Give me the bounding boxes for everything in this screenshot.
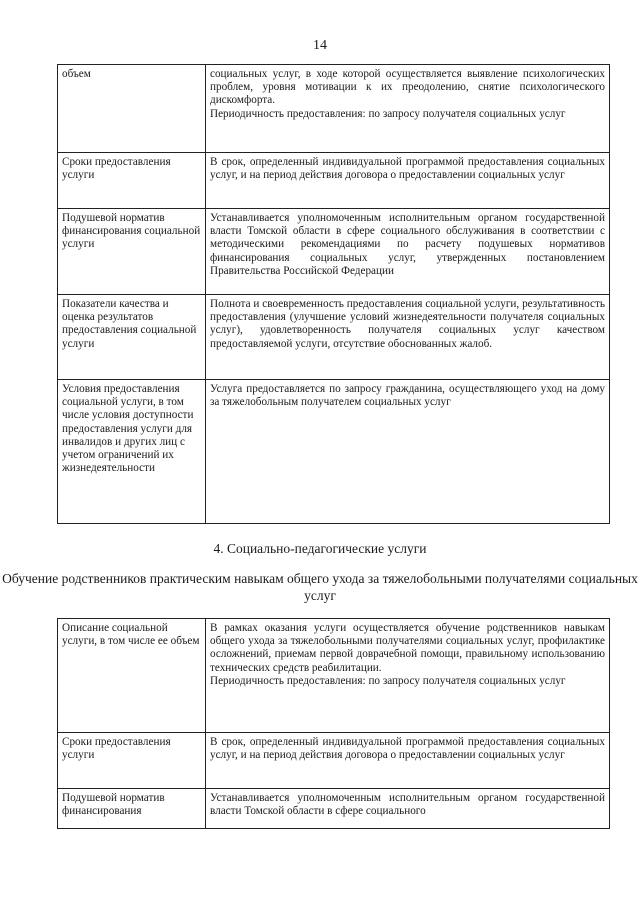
- service-title: Обучение родственников практическим навыкам общего ухода за тяжелобольными получателями социальных услуг: [2, 571, 638, 603]
- table-row: [58, 153, 610, 209]
- table-row: [58, 619, 610, 733]
- row-label: Подушевой норматив финансирования социальной услуги: [58, 209, 206, 295]
- table-row: [58, 209, 610, 295]
- row-value: [206, 65, 610, 153]
- row-value: Устанавливается уполномоченным исполнительным органом государственной власти Томской области в сфере социального обслуживания в соответствии с методическими рекомендациями по расчету подушевых нормативов финансирования социальных услуг, утвержденных постановлением Правительства Российской Федерации: [206, 209, 610, 295]
- table-row: [58, 380, 610, 524]
- row-value: [206, 619, 610, 733]
- row-label: Описание социальной услуги, в том числе ее объем: [58, 619, 206, 733]
- row-periodicity: Периодичность предоставления: по запросу получателя социальных услуг: [210, 107, 566, 120]
- row-label: Показатели качества и оценка результатов предоставления социальной услуги: [58, 295, 206, 380]
- row-value: Устанавливается уполномоченным исполнительным органом государственной власти Томской области в сфере социального: [206, 789, 610, 829]
- row-periodicity: Периодичность предоставления: по запросу получателя социальных услуг: [210, 674, 566, 687]
- row-value: В срок, определенный индивидуальной программой предоставления социальных услуг, и на период действия договора о предоставлении социальных услуг: [206, 153, 610, 209]
- row-value: Услуга предоставляется по запросу гражданина, осуществляющего уход на дому за тяжелобольным получателем социальных услуг: [206, 380, 610, 524]
- table-row: [58, 789, 610, 829]
- row-text: В рамках оказания услуги осуществляется обучение родственников навыкам общего ухода за тяжелобольными получателями социальных услуг, профилактике осложнений, приемам первой доврачебной помощи, правильному использованию технических средств реабилитации.: [210, 622, 605, 674]
- table-row: [58, 295, 610, 380]
- row-label: Подушевой норматив финансирования: [58, 789, 206, 829]
- service-table-1: [57, 64, 610, 524]
- page-number: 14: [313, 38, 327, 53]
- row-label: объем: [58, 65, 206, 153]
- section-title: 4. Социально-педагогические услуги: [213, 541, 427, 556]
- row-text: социальных услуг, в ходе которой осуществляется выявление психологических проблем, уровня мотивации к их преодолению, снятие психологического дискомфорта.: [210, 68, 605, 107]
- row-label: Сроки предоставления услуги: [58, 153, 206, 209]
- row-label: Сроки предоставления услуги: [58, 733, 206, 789]
- row-label: Условия предоставления социальной услуги, в том числе условия доступности предоставления услуги для инвалидов и других лиц с учетом ограничений их жизнедеятельности: [58, 380, 206, 524]
- table-row: [58, 733, 610, 789]
- service-table-2: [57, 618, 610, 829]
- row-value: Полнота и своевременность предоставления социальной услуги, результативность предоставления (улучшение условий жизнедеятельности получателя социальных услуг), удовлетворенность получателя социальных услуг качеством предоставляемой услуги, отсутствие обоснованных жалоб.: [206, 295, 610, 380]
- table-row: [58, 65, 610, 153]
- row-value: В срок, определенный индивидуальной программой предоставления социальных услуг, и на период действия договора о предоставлении социальных услуг: [206, 733, 610, 789]
